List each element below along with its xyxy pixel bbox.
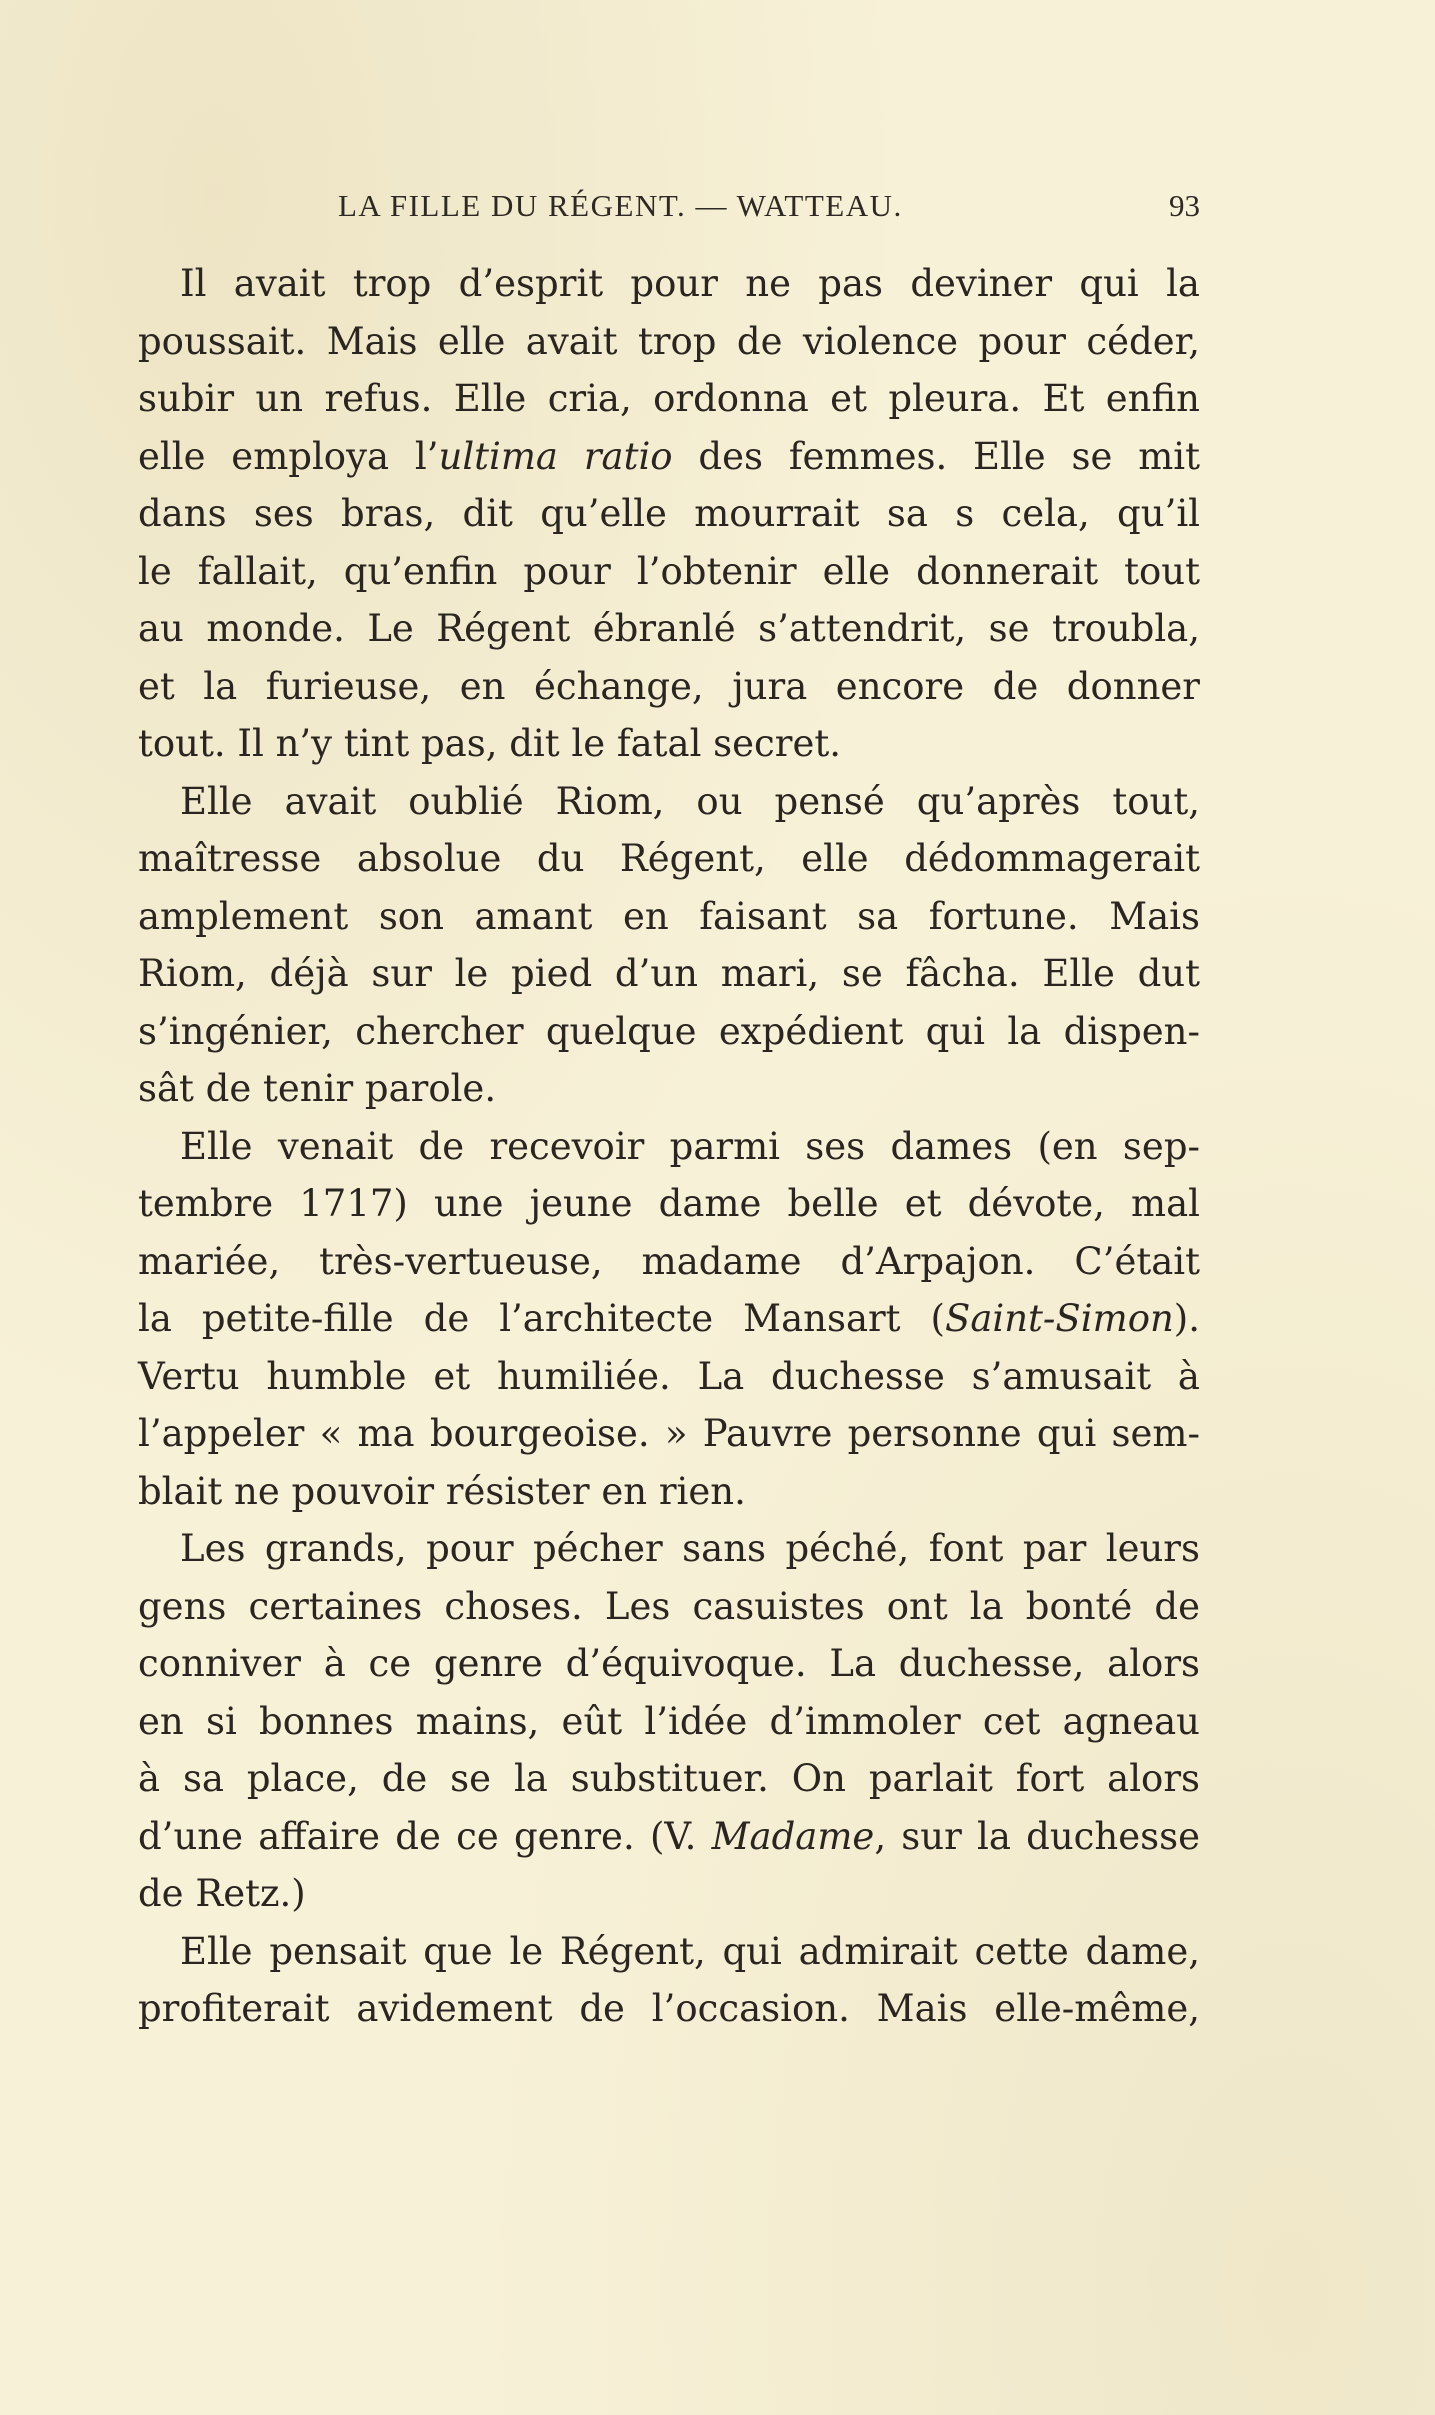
line-text: l’appeler « ma bourgeoise. » Pauvre personne qui sem-: [138, 1412, 1200, 1455]
line-text: profiterait avidement de l’occasion. Mais elle-même,: [138, 1987, 1200, 2030]
text-line: [138, 888, 1200, 946]
text-line: [138, 1520, 1200, 1578]
italic-text: ultima ratio: [438, 434, 673, 478]
text-line: [138, 313, 1200, 371]
text-line: [138, 1923, 1200, 1981]
text-line: [138, 255, 1200, 313]
line-text: Riom, déjà sur le pied d’un mari, se fâcha. Elle dut: [138, 952, 1200, 995]
text-line: [138, 945, 1200, 1003]
text-line: [138, 600, 1200, 658]
line-text-continued: des femmes. Elle se mit: [672, 434, 1200, 478]
text-line: [138, 1808, 1200, 1866]
line-text: maîtresse absolue du Régent, elle dédommagerait: [138, 837, 1200, 880]
line-text-continued: ).: [1173, 1297, 1200, 1340]
line-text: subir un refus. Elle cria, ordonna et pleura. Et enfin: [138, 377, 1200, 420]
text-line: [138, 1578, 1200, 1636]
line-text: sât de tenir parole.: [138, 1067, 497, 1110]
text-line: [138, 428, 1200, 486]
text-line: [138, 1463, 1200, 1521]
line-text: la petite-fille de l’architecte Mansart (: [138, 1297, 945, 1340]
line-text: amplement son amant en faisant sa fortune. Mais: [138, 894, 1200, 938]
line-text: Il avait trop d’esprit pour ne pas deviner qui la: [180, 262, 1200, 305]
text-line: [138, 1003, 1200, 1061]
line-text: Elle pensait que le Régent, qui admirait cette dame,: [180, 1929, 1200, 1973]
line-text: s’ingénier, chercher quelque expédient qui la dispen-: [138, 1009, 1200, 1053]
line-text: elle employa l’: [138, 434, 439, 478]
text-line: [138, 543, 1200, 601]
text-line: [138, 1118, 1200, 1176]
body-text: [138, 255, 1200, 2038]
text-line: [138, 1405, 1200, 1463]
text-line: [138, 715, 1200, 773]
line-text: tout. Il n’y tint pas, dit le fatal secret.: [138, 722, 841, 765]
running-head: LA FILLE DU RÉGENT. — WATTEAU.: [338, 188, 903, 223]
line-text: à sa place, de se la substituer. On parlait fort alors: [138, 1757, 1200, 1800]
line-text: le fallait, qu’enfin pour l’obtenir elle donnerait tout: [138, 549, 1200, 593]
italic-text: Madame: [711, 1814, 875, 1858]
line-text: et la furieuse, en échange, jura encore de donner: [138, 664, 1200, 708]
text-line: [138, 1348, 1200, 1406]
text-line: [138, 1693, 1200, 1751]
text-line: [138, 1233, 1200, 1291]
line-text: Elle venait de recevoir parmi ses dames (en sep-: [180, 1124, 1200, 1168]
line-text: mariée, très-vertueuse, madame d’Arpajon. C’était: [138, 1239, 1200, 1283]
text-line: [138, 1175, 1200, 1233]
line-text: au monde. Le Régent ébranlé s’attendrit, se troubla,: [138, 607, 1200, 650]
text-line: [138, 1060, 1200, 1118]
text-line: [138, 1750, 1200, 1808]
text-line: [138, 830, 1200, 888]
text-line: [138, 370, 1200, 428]
line-text: Vertu humble et humiliée. La duchesse s’amusait à: [138, 1354, 1200, 1398]
line-text: Les grands, pour pécher sans péché, font par leurs: [180, 1527, 1200, 1570]
line-text-continued: , sur la duchesse: [874, 1814, 1201, 1858]
line-text: poussait. Mais elle avait trop de violence pour céder,: [138, 319, 1200, 363]
text-line: [138, 485, 1200, 543]
line-text: en si bonnes mains, eût l’idée d’immoler cet agneau: [138, 1699, 1200, 1743]
line-text: gens certaines choses. Les casuistes ont la bonté de: [138, 1584, 1200, 1628]
text-line: [138, 1865, 1200, 1923]
text-line: [138, 658, 1200, 716]
line-text: dans ses bras, dit qu’elle mourrait sa s cela, qu’il: [138, 492, 1200, 535]
text-line: [138, 773, 1200, 831]
line-text: d’une affaire de ce genre. (V.: [138, 1814, 712, 1858]
text-line: [138, 1980, 1200, 2038]
line-text: tembre 1717) une jeune dame belle et dévote, mal: [138, 1182, 1200, 1225]
line-text: blait ne pouvoir résister en rien.: [138, 1469, 746, 1513]
page-header: [138, 188, 1200, 238]
line-text: de Retz.): [138, 1872, 306, 1915]
page-number: 93: [1169, 188, 1200, 223]
text-line: [138, 1635, 1200, 1693]
text-line: [138, 1290, 1200, 1348]
line-text: Elle avait oublié Riom, ou pensé qu’après tout,: [180, 779, 1200, 823]
italic-text: Saint-Simon: [944, 1297, 1174, 1340]
line-text: conniver à ce genre d’équivoque. La duchesse, alors: [138, 1642, 1200, 1685]
